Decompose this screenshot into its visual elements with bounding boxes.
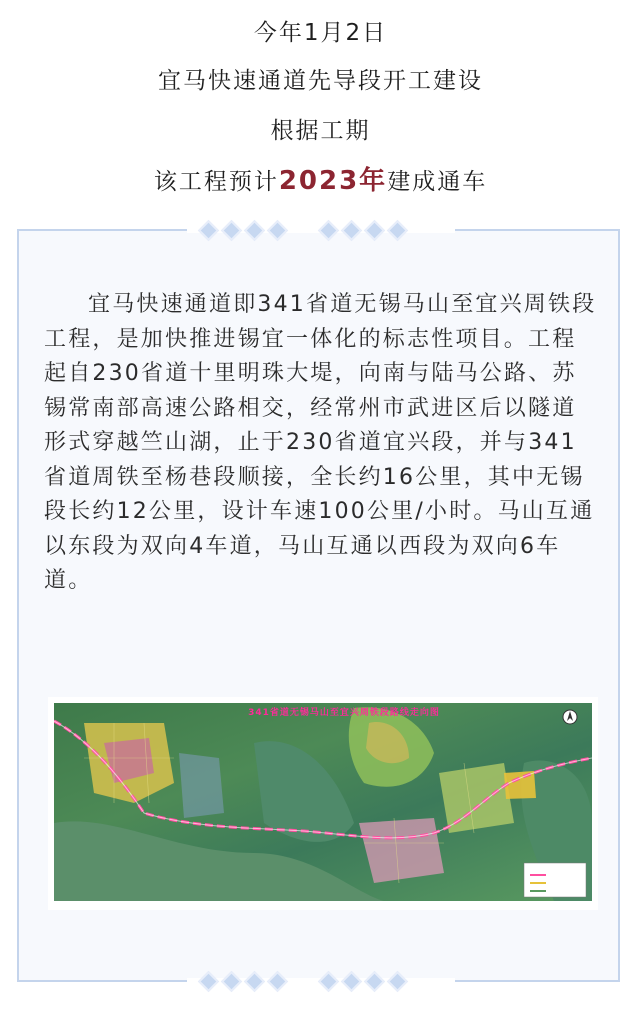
article-paragraph: 宜马快速通道即341省道无锡马山至宜兴周铁段工程，是加快推进锡宜一体化的标志性项目。工程起自230省道十里明珠大堤，向南与陆马公路、苏锡常南部高速公路相交，经常州市武进区后以隧道形式穿越竺山湖，止于230省道宜兴段，并与341省道周铁至杨巷段顺接，全长约16公里，其中无锡段长约12公里，设计车速100公里/小时。马山互通以东段为双向4车道，马山互通以西段为双向6车道。 bbox=[44, 292, 597, 593]
diamond-ornament-icon bbox=[387, 219, 408, 240]
completion-suffix: 建成通车 bbox=[387, 169, 488, 195]
diamond-ornament-icon bbox=[221, 970, 242, 991]
route-map-graphic bbox=[54, 703, 592, 901]
diamond-ornament-icon bbox=[198, 970, 219, 991]
headline-project: 宜马快速通道先导段开工建设 bbox=[158, 68, 483, 94]
town-block-east bbox=[359, 818, 444, 883]
diamond-ornament-icon bbox=[198, 219, 219, 240]
zoning-block-grey bbox=[179, 753, 224, 818]
route-map-canvas bbox=[54, 703, 592, 901]
diamond-ornament-icon bbox=[364, 219, 385, 240]
diamond-ornament-icon bbox=[221, 219, 242, 240]
lake-area-central bbox=[254, 741, 354, 842]
diamond-ornament-icon bbox=[267, 970, 288, 991]
diamond-ornament-icon bbox=[341, 970, 362, 991]
headline-completion bbox=[0, 160, 641, 197]
diamond-ornament-icon bbox=[267, 219, 288, 240]
interchange-block bbox=[504, 771, 536, 799]
farmland-block-east bbox=[439, 763, 514, 833]
map-title: 341省道无锡马山至宜兴周铁段路线走向图 bbox=[248, 708, 440, 718]
bottom-divider-ornament bbox=[197, 969, 409, 993]
top-divider-ornament bbox=[197, 218, 409, 242]
diamond-ornament-icon bbox=[244, 219, 265, 240]
diamond-ornament-icon bbox=[318, 970, 339, 991]
diamond-ornament-icon bbox=[318, 219, 339, 240]
diamond-ornament-icon bbox=[341, 219, 362, 240]
diamond-ornament-icon bbox=[364, 970, 385, 991]
completion-year: 2023年 bbox=[278, 166, 388, 196]
diamond-ornament-icon bbox=[387, 970, 408, 991]
headline-schedule: 根据工期 bbox=[270, 118, 371, 144]
completion-prefix: 该工程预计 bbox=[153, 169, 279, 195]
diamond-ornament-icon bbox=[244, 970, 265, 991]
headline-date: 今年1月2日 bbox=[253, 20, 388, 46]
route-map-image[interactable] bbox=[48, 697, 598, 910]
